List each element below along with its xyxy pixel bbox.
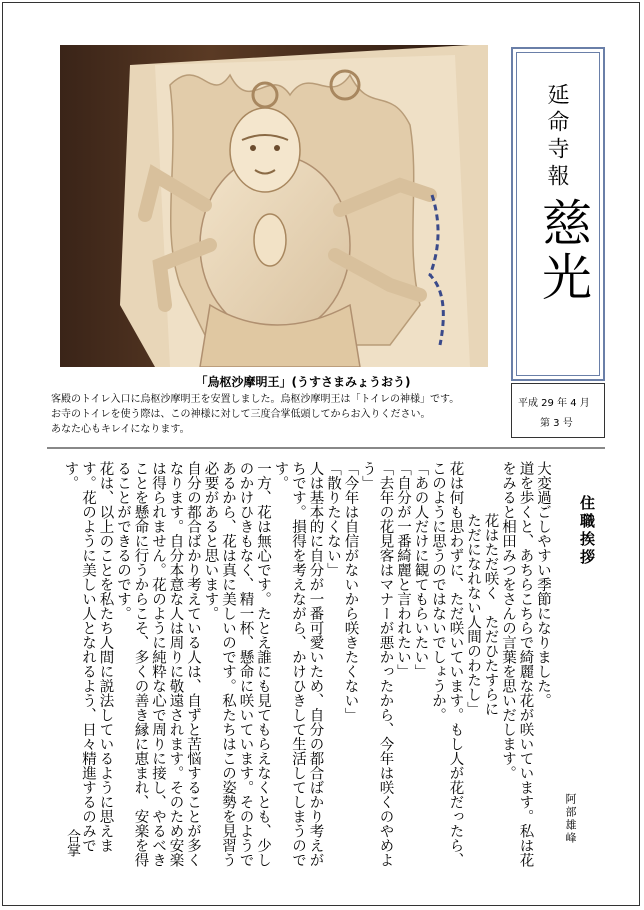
article-paragraph: 自分の都合ばかり考えている人は、自ずと苦悩することが多くなります。自分本意な人は周りに敬遠されます。そのため安楽は得られません。花のように純粋な心で周りに接し、やるべきことを懸命に行うからこそ、多くの善き縁に恵まれ、安楽を得ることができるのです。: [115, 461, 201, 867]
article-paragraph: 花は、以上のことを私たち人間に説法しているように思えます。花のように美しい人となれるよう、日々精進するのみです。: [62, 461, 114, 853]
note-line: あなた心もキレイになります。: [51, 424, 190, 435]
masthead-title: 慈光: [534, 197, 592, 305]
statue-photo: [60, 45, 488, 367]
article-paragraph: 人は基本的に自分が一番可愛いため、自分の都合ばかり考えがちです。損得を考えながら、かけひきして生活してしまうのです。: [272, 461, 324, 867]
issue-info-box: [511, 383, 605, 438]
photo-caption: 「烏枢沙摩明王」(うすさまみょうおう): [195, 375, 411, 389]
issue-number: 第 3 号: [540, 418, 573, 429]
quote-line: 「散りたくない」: [325, 461, 341, 577]
quote-line: 「あの人だけに観てもらいたい」: [412, 461, 429, 679]
quote-line: 「去年の花見客はマナーが悪かったから、今年は咲くのやめよう」: [360, 461, 394, 867]
article-paragraph: 大変過ごしやすい季節になりました。: [535, 461, 551, 708]
photo-note: [51, 392, 501, 437]
article-body: [61, 461, 551, 871]
quote-line: 「今年は自信がないから咲きたくない」: [342, 461, 359, 722]
masthead-box: [511, 47, 605, 381]
note-line: 客殿のトイレ入口に烏枢沙摩明王を安置しました。烏枢沙摩明王は「トイレの神様」です。: [51, 394, 460, 405]
article-paragraph: 道を歩くと、あちらこちらで綺麗な花が咲いています。私は花をみると相田みつをさんの言葉を思いだします。: [500, 461, 534, 867]
quote-line: 「自分が一番綺麗と言われたい」: [395, 461, 411, 679]
article-paragraph: 一方、花は無心です。たとえ誰にも見てもらえなくとも、少しのかけひきもなく、精一杯、懸命に咲いています。そのようであるから、花は真に美しいのです。私たちはこの姿勢を見習う必要があると思います。: [202, 461, 271, 867]
closing-gassho: 合掌: [65, 829, 81, 857]
note-line: お寺のトイレを使う際は、この神様に対して三度合掌低頭してからお入りください。: [51, 409, 431, 420]
article-heading: 住職挨拶: [578, 495, 596, 567]
newsletter-page: [2, 2, 640, 906]
issue-date: 平成 29 年 4 月: [518, 398, 590, 409]
article-paragraph: 花は何も思わずに、ただ咲いています。もし人が花だったら、このように思うのではないでしょうか。: [430, 461, 464, 867]
article-author: 阿部雄峰: [564, 793, 577, 845]
quote-line: 花はただ咲く ただひたすらに: [482, 513, 499, 716]
section-divider: [47, 447, 605, 449]
statue-image: [60, 45, 488, 367]
masthead-subtitle: 延命寺報: [544, 83, 569, 191]
quote-line: ただになれない人間のわたし」: [465, 513, 481, 716]
